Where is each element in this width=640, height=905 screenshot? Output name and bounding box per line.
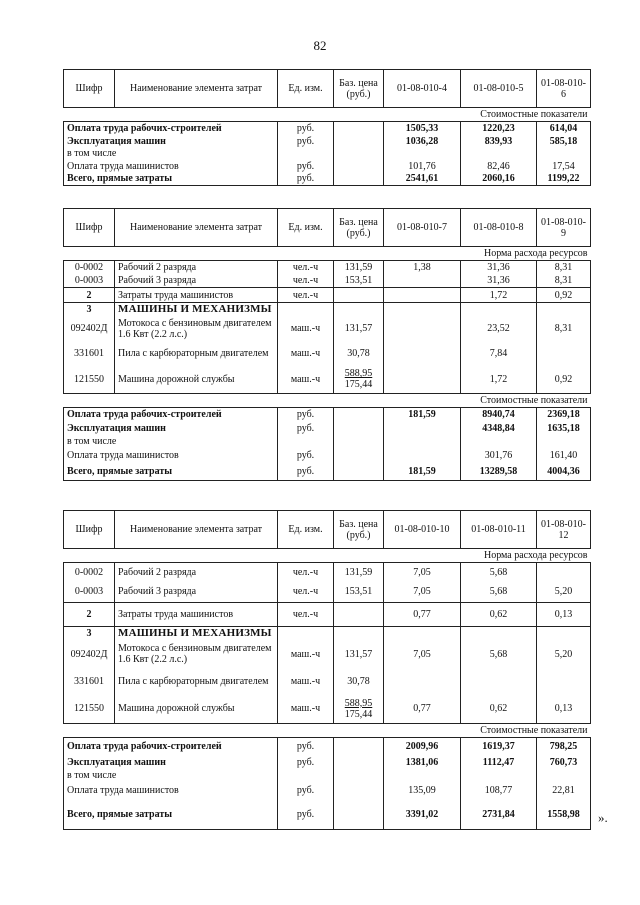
- unit-cell: маш.-ч: [278, 640, 334, 669]
- unit-cell: маш.-ч: [278, 342, 334, 366]
- value-cell: 798,25: [537, 738, 591, 755]
- table-row: [64, 782, 591, 800]
- value-cell: [384, 669, 461, 695]
- value-cell: 1,38: [384, 261, 461, 274]
- table-row: [64, 603, 591, 627]
- row-label: Эксплуатация машин: [64, 421, 278, 436]
- unit-cell: руб.: [278, 408, 334, 421]
- table-row: [64, 303, 591, 316]
- table-row: [64, 148, 591, 160]
- header-col-2: 01-08-010-11: [461, 511, 537, 549]
- row-label: Всего, прямые затраты: [64, 800, 278, 830]
- unit-cell: руб.: [278, 800, 334, 830]
- section-title: МАШИНЫ И МЕХАНИЗМЫ: [115, 627, 278, 640]
- table-header: [64, 209, 591, 247]
- table-row: [64, 160, 591, 173]
- code-cell: 121550: [64, 366, 115, 394]
- header-name: Наименование элемента затрат: [115, 209, 278, 247]
- header-col-3: 01-08-010-9: [537, 209, 591, 247]
- price-cell: 131,59: [334, 563, 384, 582]
- unit-cell: руб.: [278, 755, 334, 770]
- price-top: 588,95: [344, 697, 373, 709]
- value-cell: 4348,84: [461, 421, 537, 436]
- header-code: Шифр: [64, 70, 115, 108]
- value-cell: 7,05: [384, 640, 461, 669]
- row-label: в том числе: [64, 770, 278, 782]
- value-cell: 2369,18: [537, 408, 591, 421]
- price-cell: [334, 366, 384, 394]
- value-cell: 8940,74: [461, 408, 537, 421]
- table-header: [64, 511, 591, 549]
- table-row: [64, 563, 591, 582]
- row-label: Всего, прямые затраты: [64, 464, 278, 481]
- value-cell: 839,93: [461, 135, 537, 148]
- closing-quote-mark: ».: [598, 810, 608, 825]
- cost-table-3: [63, 510, 591, 830]
- unit-cell: чел.-ч: [278, 603, 334, 627]
- header-code: Шифр: [64, 511, 115, 549]
- value-cell: 0,62: [461, 603, 537, 627]
- value-cell: 8,31: [537, 316, 591, 342]
- value-cell: 0,92: [537, 366, 591, 394]
- value-cell: 0,77: [384, 695, 461, 724]
- row-label: Рабочий 2 разряда: [115, 563, 278, 582]
- unit-cell: чел.-ч: [278, 563, 334, 582]
- value-cell: 1220,23: [461, 122, 537, 135]
- value-cell: 1619,37: [461, 738, 537, 755]
- row-label: в том числе: [64, 436, 278, 448]
- unit-cell: руб.: [278, 782, 334, 800]
- section-cost-indicators: Стоимостные показатели: [64, 724, 591, 738]
- value-cell: 3391,02: [384, 800, 461, 830]
- value-cell: 1199,22: [537, 173, 591, 186]
- row-label: Рабочий 3 разряда: [115, 582, 278, 603]
- code-cell: 2: [64, 603, 115, 627]
- section-resource-norm: Норма расхода ресурсов: [64, 549, 591, 563]
- value-cell: 5,68: [461, 563, 537, 582]
- table-row: [64, 408, 591, 421]
- table-row: [64, 640, 591, 669]
- value-cell: 7,05: [384, 582, 461, 603]
- table-row: [64, 261, 591, 274]
- price-cell: 30,78: [334, 669, 384, 695]
- value-cell: [537, 669, 591, 695]
- header-col-3: 01-08-010-12: [537, 511, 591, 549]
- price-cell: 131,57: [334, 640, 384, 669]
- unit-cell: маш.-ч: [278, 366, 334, 394]
- section-title: МАШИНЫ И МЕХАНИЗМЫ: [115, 303, 278, 316]
- header-unit: Ед. изм.: [278, 209, 334, 247]
- value-cell: 23,52: [461, 316, 537, 342]
- row-label: Мотокоса с бензиновым двигателем 1.6 Квт (2.2 л.с.): [115, 640, 278, 669]
- value-cell: 0,62: [461, 695, 537, 724]
- value-cell: 1,72: [461, 288, 537, 303]
- header-col-1: 01-08-010-10: [384, 511, 461, 549]
- unit-cell: руб.: [278, 173, 334, 186]
- code-cell: 092402Д: [64, 316, 115, 342]
- code-cell: 3: [64, 627, 115, 640]
- header-unit: Ед. изм.: [278, 70, 334, 108]
- value-cell: 108,77: [461, 782, 537, 800]
- row-label: в том числе: [64, 148, 278, 160]
- value-cell: 31,36: [461, 261, 537, 274]
- table-row: [64, 669, 591, 695]
- table-row: [64, 316, 591, 342]
- cost-table-1: [63, 69, 591, 186]
- row-label: Рабочий 3 разряда: [115, 274, 278, 288]
- table-row: [64, 800, 591, 830]
- row-label: Машина дорожной службы: [115, 366, 278, 394]
- value-cell: [384, 274, 461, 288]
- table-row: [64, 288, 591, 303]
- value-cell: [384, 448, 461, 464]
- value-cell: 5,68: [461, 640, 537, 669]
- row-label: Всего, прямые затраты: [64, 173, 278, 186]
- unit-cell: маш.-ч: [278, 669, 334, 695]
- header-col-1: 01-08-010-4: [384, 70, 461, 108]
- value-cell: 5,20: [537, 582, 591, 603]
- unit-cell: чел.-ч: [278, 274, 334, 288]
- code-cell: 092402Д: [64, 640, 115, 669]
- unit-cell: руб.: [278, 464, 334, 481]
- header-col-3: 01-08-010-6: [537, 70, 591, 108]
- code-cell: 0-0002: [64, 563, 115, 582]
- price-bottom: 175,44: [344, 708, 373, 720]
- value-cell: 4004,36: [537, 464, 591, 481]
- value-cell: 1505,33: [384, 122, 461, 135]
- value-cell: 2541,61: [384, 173, 461, 186]
- header-code: Шифр: [64, 209, 115, 247]
- value-cell: 0,13: [537, 603, 591, 627]
- code-cell: 121550: [64, 695, 115, 724]
- value-cell: 161,40: [537, 448, 591, 464]
- table-row: [64, 366, 591, 394]
- header-price: Баз. цена (руб.): [334, 511, 384, 549]
- code-cell: 0-0003: [64, 274, 115, 288]
- value-cell: 301,76: [461, 448, 537, 464]
- value-cell: 1036,28: [384, 135, 461, 148]
- header-price: Баз. цена (руб.): [334, 70, 384, 108]
- row-label: Оплата труда машинистов: [64, 782, 278, 800]
- value-cell: 7,05: [384, 563, 461, 582]
- table-row: [64, 436, 591, 448]
- table-row: [64, 738, 591, 755]
- row-label: Оплата труда рабочих-строителей: [64, 122, 278, 135]
- table-row: [64, 755, 591, 770]
- value-cell: 0,13: [537, 695, 591, 724]
- code-cell: 331601: [64, 342, 115, 366]
- page-number: 82: [313, 38, 327, 53]
- table-row: [64, 582, 591, 603]
- unit-cell: руб.: [278, 135, 334, 148]
- row-label: Оплата труда машинистов: [64, 448, 278, 464]
- unit-cell: маш.-ч: [278, 695, 334, 724]
- value-cell: 1635,18: [537, 421, 591, 436]
- value-cell: 1381,06: [384, 755, 461, 770]
- section-resource-norm: Норма расхода ресурсов: [64, 247, 591, 261]
- price-cell: 131,59: [334, 261, 384, 274]
- unit-cell: руб.: [278, 122, 334, 135]
- value-cell: 31,36: [461, 274, 537, 288]
- unit-cell: чел.-ч: [278, 288, 334, 303]
- value-cell: 2009,96: [384, 738, 461, 755]
- value-cell: 760,73: [537, 755, 591, 770]
- value-cell: 5,68: [461, 582, 537, 603]
- header-col-2: 01-08-010-5: [461, 70, 537, 108]
- unit-cell: руб.: [278, 448, 334, 464]
- header-unit: Ед. изм.: [278, 511, 334, 549]
- table-row: [64, 448, 591, 464]
- value-cell: [384, 342, 461, 366]
- row-label: Эксплуатация машин: [64, 755, 278, 770]
- row-label: Эксплуатация машин: [64, 135, 278, 148]
- code-cell: 0-0003: [64, 582, 115, 603]
- row-label: Оплата труда рабочих-строителей: [64, 738, 278, 755]
- value-cell: [384, 288, 461, 303]
- table-row: [64, 770, 591, 782]
- header-price: Баз. цена (руб.): [334, 209, 384, 247]
- value-cell: 181,59: [384, 464, 461, 481]
- header-name: Наименование элемента затрат: [115, 511, 278, 549]
- value-cell: 181,59: [384, 408, 461, 421]
- table-row: [64, 421, 591, 436]
- table-row: [64, 274, 591, 288]
- value-cell: [384, 421, 461, 436]
- price-cell: [334, 695, 384, 724]
- row-label: Оплата труда машинистов: [64, 160, 278, 173]
- value-cell: [461, 669, 537, 695]
- unit-cell: руб.: [278, 160, 334, 173]
- unit-cell: руб.: [278, 738, 334, 755]
- header-col-1: 01-08-010-7: [384, 209, 461, 247]
- row-label: Мотокоса с бензиновым двигателем 1.6 Квт (2.2 л.с.): [115, 316, 278, 342]
- unit-cell: чел.-ч: [278, 582, 334, 603]
- value-cell: 0,77: [384, 603, 461, 627]
- header-name: Наименование элемента затрат: [115, 70, 278, 108]
- row-label: Пила с карбюраторным двигателем: [115, 342, 278, 366]
- value-cell: 13289,58: [461, 464, 537, 481]
- value-cell: [384, 316, 461, 342]
- value-cell: 22,81: [537, 782, 591, 800]
- code-cell: 0-0002: [64, 261, 115, 274]
- section-cost-indicators: Стоимостные показатели: [64, 108, 591, 122]
- value-cell: 2060,16: [461, 173, 537, 186]
- table-header: [64, 70, 591, 108]
- value-cell: 0,92: [537, 288, 591, 303]
- section-cost-indicators: Стоимостные показатели: [64, 394, 591, 408]
- header-col-2: 01-08-010-8: [461, 209, 537, 247]
- value-cell: 7,84: [461, 342, 537, 366]
- price-top: 588,95: [344, 368, 373, 380]
- row-label: Рабочий 2 разряда: [115, 261, 278, 274]
- value-cell: 2731,84: [461, 800, 537, 830]
- price-cell: 30,78: [334, 342, 384, 366]
- value-cell: 82,46: [461, 160, 537, 173]
- value-cell: 5,20: [537, 640, 591, 669]
- value-cell: 1112,47: [461, 755, 537, 770]
- code-cell: 3: [64, 303, 115, 316]
- table-row: [64, 135, 591, 148]
- value-cell: 1,72: [461, 366, 537, 394]
- cost-table-2: [63, 208, 591, 481]
- row-label: Затраты труда машинистов: [115, 603, 278, 627]
- value-cell: [537, 563, 591, 582]
- price-bottom: 175,44: [344, 379, 373, 391]
- value-cell: 101,76: [384, 160, 461, 173]
- price-cell: 153,51: [334, 274, 384, 288]
- table-row: [64, 173, 591, 186]
- value-cell: 8,31: [537, 274, 591, 288]
- table-row: [64, 695, 591, 724]
- unit-cell: руб.: [278, 421, 334, 436]
- value-cell: [537, 342, 591, 366]
- code-cell: 2: [64, 288, 115, 303]
- price-cell: 131,57: [334, 316, 384, 342]
- unit-cell: маш.-ч: [278, 316, 334, 342]
- code-cell: 331601: [64, 669, 115, 695]
- unit-cell: чел.-ч: [278, 261, 334, 274]
- value-cell: 585,18: [537, 135, 591, 148]
- row-label: Затраты труда машинистов: [115, 288, 278, 303]
- value-cell: 1558,98: [537, 800, 591, 830]
- table-row: [64, 122, 591, 135]
- table-row: [64, 342, 591, 366]
- row-label: Пила с карбюраторным двигателем: [115, 669, 278, 695]
- row-label: Оплата труда рабочих-строителей: [64, 408, 278, 421]
- table-row: [64, 464, 591, 481]
- value-cell: 614,04: [537, 122, 591, 135]
- table-row: [64, 627, 591, 640]
- value-cell: 135,09: [384, 782, 461, 800]
- value-cell: [384, 366, 461, 394]
- row-label: Машина дорожной службы: [115, 695, 278, 724]
- value-cell: 17,54: [537, 160, 591, 173]
- price-cell: 153,51: [334, 582, 384, 603]
- value-cell: 8,31: [537, 261, 591, 274]
